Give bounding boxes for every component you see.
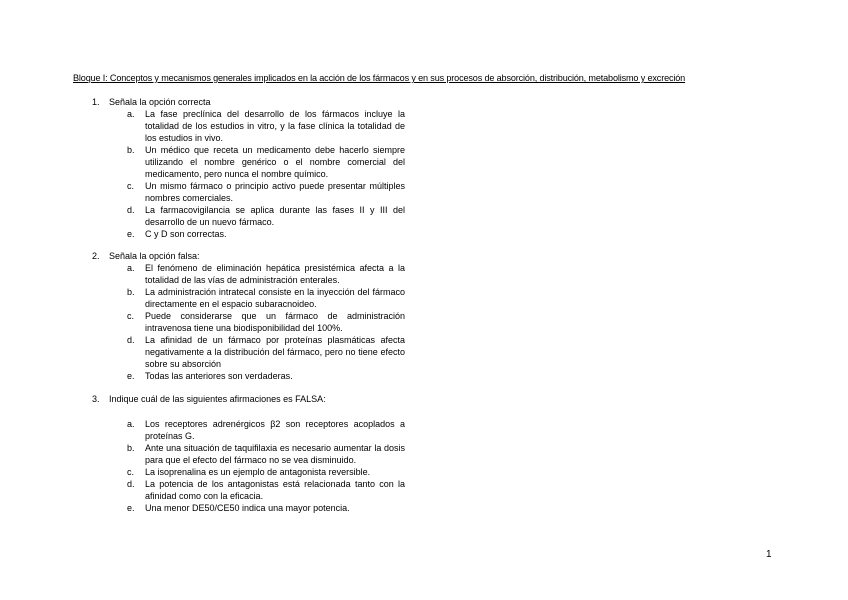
option-text: El fenómeno de eliminación hepática presistémica afecta a la totalidad de las vías de administración enterales. <box>145 263 405 285</box>
option-letter: b. <box>127 287 135 297</box>
option-text: La isoprenalina es un ejemplo de antagonista reversible. <box>145 467 371 477</box>
page-number: 1 <box>766 549 772 560</box>
option-letter: a. <box>127 263 135 273</box>
question-text: Señala la opción falsa: <box>109 251 200 261</box>
question-header <box>92 393 326 405</box>
option-text: Un médico que receta un medicamento debe hacerlo siempre utilizando el nombre genérico o el nombre comercial del medicamento, pero nunca el nombre químico. <box>145 145 405 179</box>
option-letter: a. <box>127 109 135 119</box>
option-letter: a. <box>127 419 135 429</box>
option-letter: e. <box>127 503 135 513</box>
option-letter: e. <box>127 371 135 381</box>
option-letter: c. <box>127 311 135 321</box>
option-letter: d. <box>127 479 135 489</box>
option-letter: b. <box>127 443 135 453</box>
option-letter: d. <box>127 205 135 215</box>
question-header <box>92 250 200 262</box>
option-text: La fase preclínica del desarrollo de los fármacos incluye la totalidad de los estudios in vitro, y la fase clínica la totalidad de los estudios in vivo. <box>145 109 405 143</box>
question-number: 1. <box>92 97 100 107</box>
option-text: Un mismo fármaco o principio activo puede presentar múltiples nombres comerciales. <box>145 181 405 203</box>
option-text: C y D son correctas. <box>145 229 227 239</box>
question-text: Indique cuál de las siguientes afirmaciones es FALSA: <box>109 394 326 404</box>
option-text: Una menor DE50/CE50 indica una mayor potencia. <box>145 503 350 513</box>
option-text: La afinidad de un fármaco por proteínas plasmáticas afecta negativamente a la distribución del fármaco, pero no tiene efecto sobre su absorción <box>145 335 405 369</box>
option-letter: e. <box>127 229 135 239</box>
question-number: 3. <box>92 394 100 404</box>
option-text: La administración intratecal consiste en la inyección del fármaco directamente en el espacio subaracnoideo. <box>145 287 405 309</box>
option-text: Puede considerarse que un fármaco de administración intravenosa tiene una biodisponibilidad del 100%. <box>145 311 405 333</box>
option-text: La potencia de los antagonistas está relacionada tanto con la afinidad como con la eficacia. <box>145 479 405 501</box>
option-letter: c. <box>127 181 135 191</box>
question-text: Señala la opción correcta <box>109 97 211 107</box>
option-letter: c. <box>127 467 135 477</box>
option-text: La farmacovigilancia se aplica durante las fases II y III del desarrollo de un nuevo fármaco. <box>145 205 405 227</box>
option-letter: d. <box>127 335 135 345</box>
question-header <box>92 96 211 108</box>
option-text: Los receptores adrenérgicos β2 son receptores acoplados a proteínas G. <box>145 419 405 441</box>
option-text: Ante una situación de taquifilaxia es necesario aumentar la dosis para que el efecto del fármaco no se vea disminuido. <box>145 443 405 465</box>
page-title: Bloque I: Conceptos y mecanismos generales implicados en la acción de los fármacos y en sus procesos de absorción, distribución, metabolismo y excreción <box>73 73 686 83</box>
option-letter: b. <box>127 145 135 155</box>
question-number: 2. <box>92 251 100 261</box>
option-text: Todas las anteriores son verdaderas. <box>145 371 293 381</box>
